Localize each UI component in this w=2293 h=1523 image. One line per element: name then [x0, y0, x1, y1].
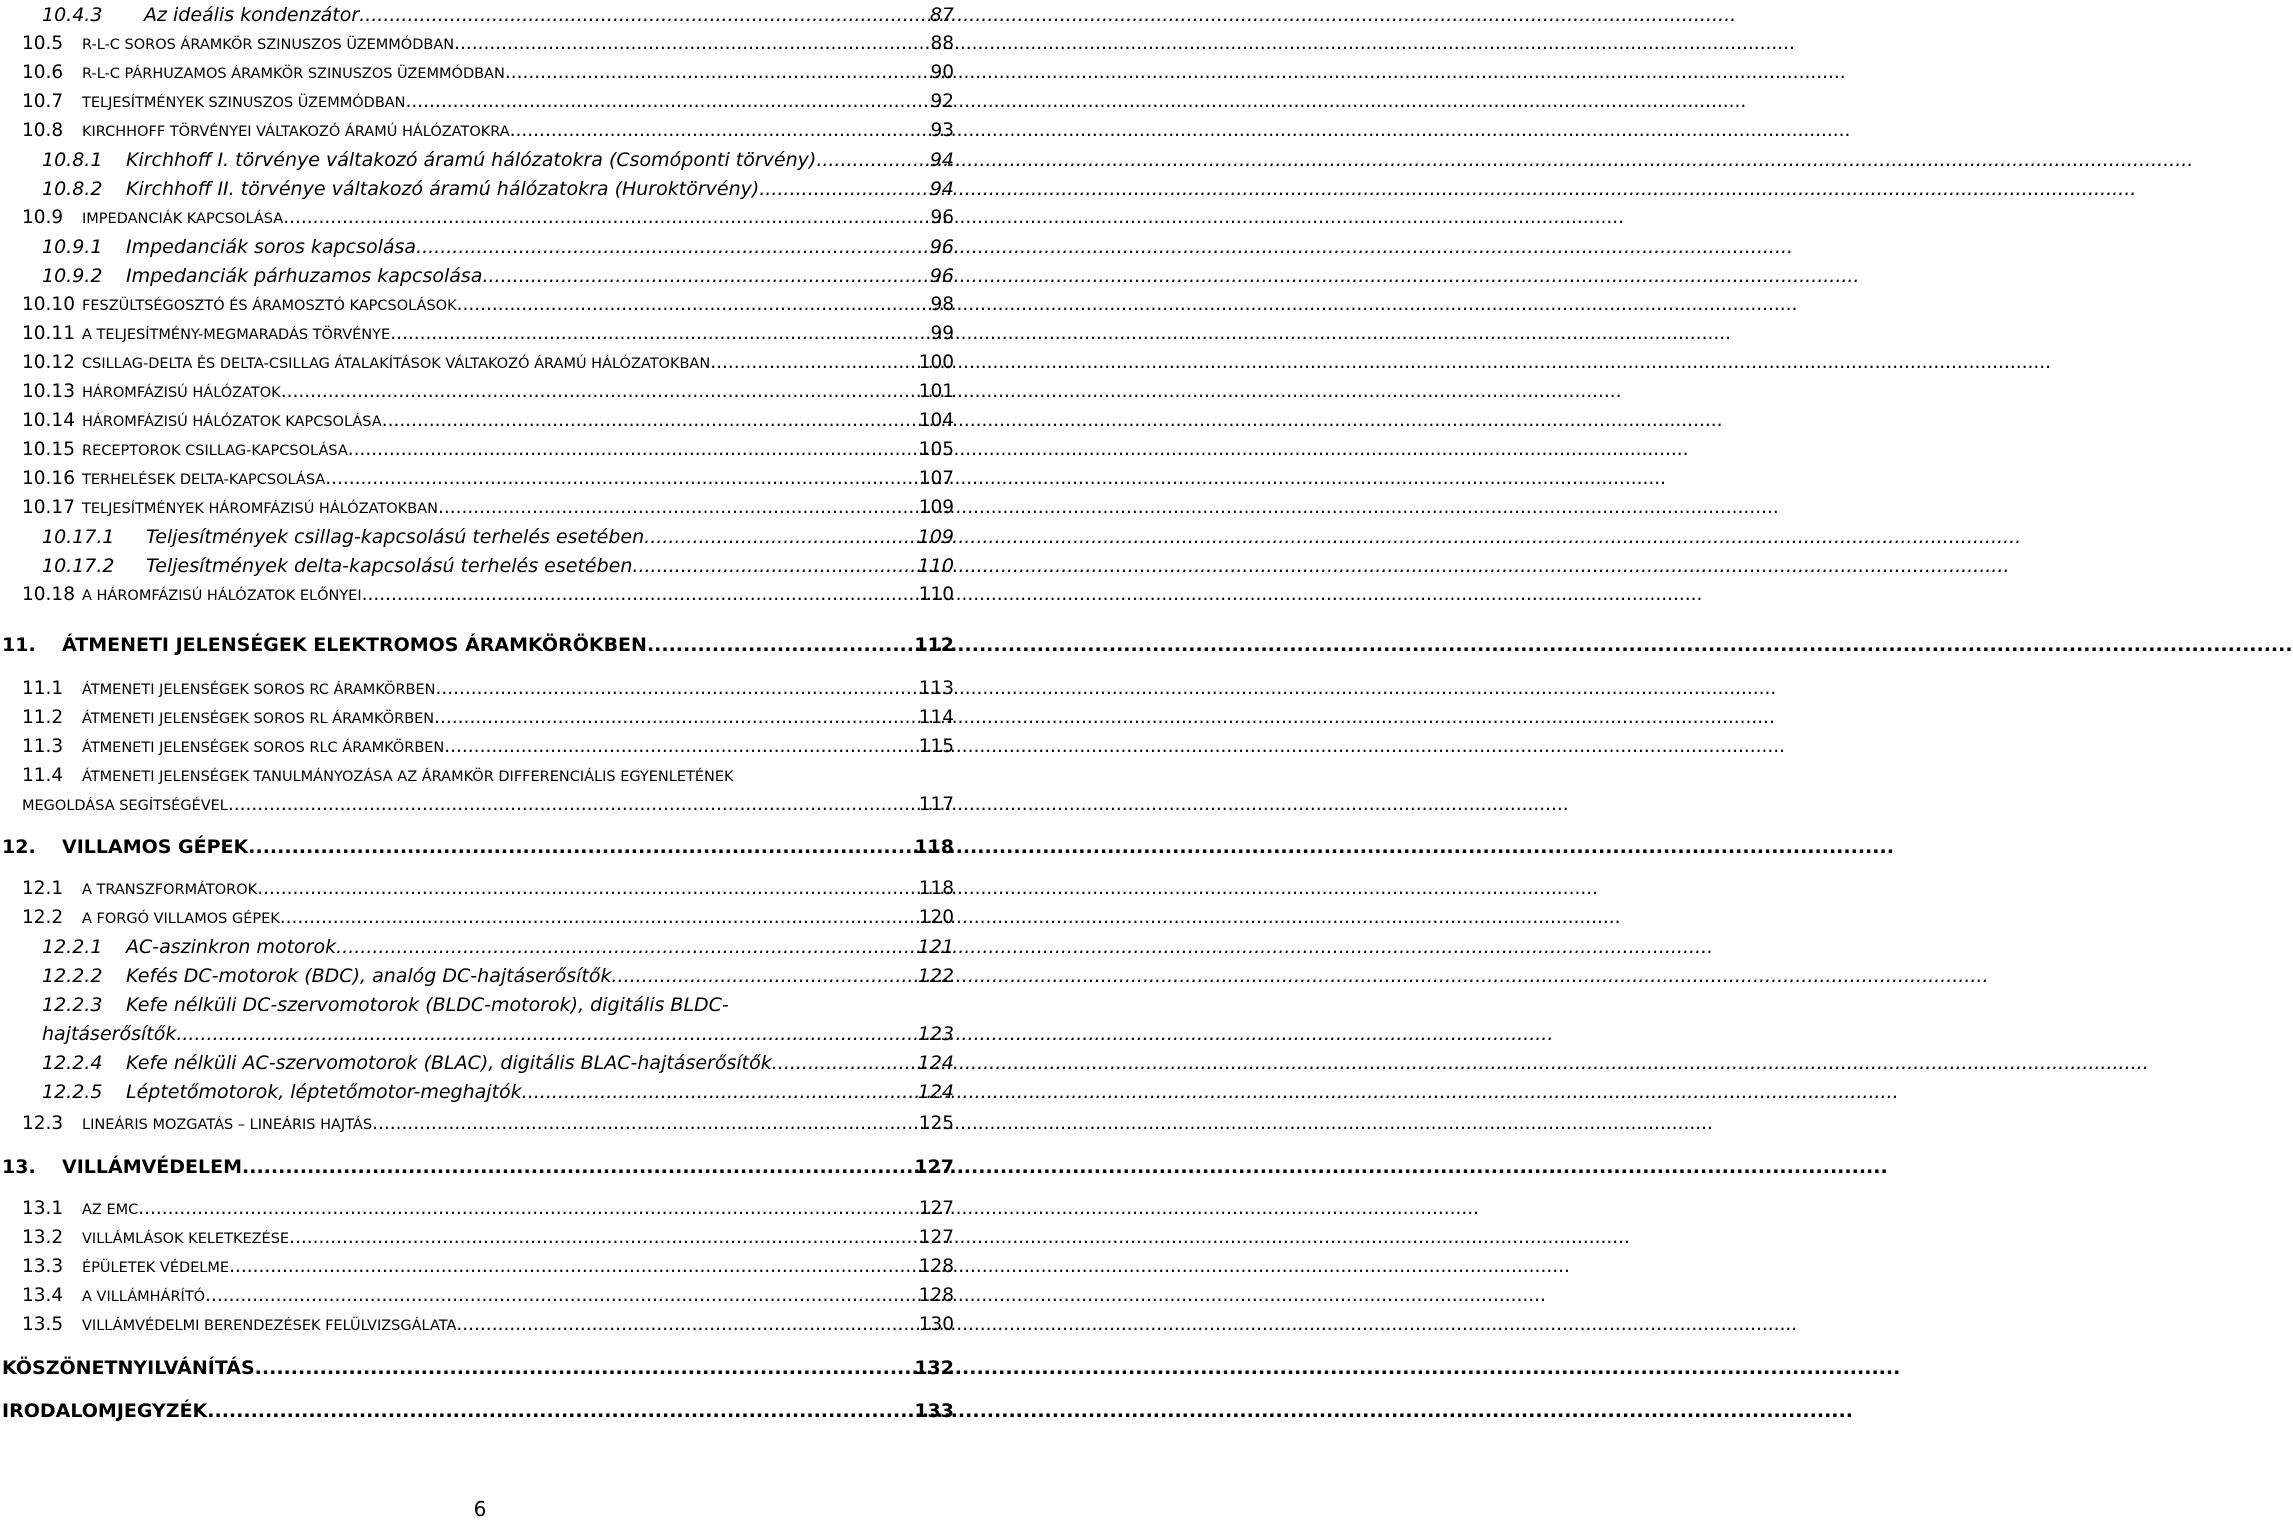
toc-leader-dots: [325, 464, 918, 494]
toc-entry[interactable]: [42, 261, 954, 291]
toc-entry[interactable]: [22, 87, 954, 117]
toc-entry-page: 128: [918, 1285, 954, 1306]
toc-leader-dots: [457, 290, 931, 320]
toc-leader-dots: [382, 406, 919, 436]
toc-entry-page: 110: [917, 555, 954, 577]
toc-entry-number: 11.1: [22, 678, 64, 699]
toc-entry-title: KIRCHHOFF TÖRVÉNYEI VÁLTAKOZÓ ÁRAMÚ HÁLÓZATOKRA: [82, 124, 510, 140]
toc-entry[interactable]: [22, 1223, 954, 1253]
toc-leader-dots: [242, 1152, 914, 1182]
toc-entry-page: 127: [914, 1156, 954, 1178]
toc-leader-dots: [759, 174, 930, 204]
toc-entry-line2[interactable]: [42, 1019, 954, 1049]
toc-entry-number: 10.12: [22, 352, 75, 373]
toc-entry-title: IRODALOMJEGYZÉK: [2, 1400, 208, 1422]
toc-chapter[interactable]: [2, 1396, 954, 1426]
toc-entry-number: 10.15: [22, 439, 75, 460]
toc-entry-number: 13.: [2, 1156, 36, 1178]
toc-entry-title: Teljesítmények csillag-kapcsolású terhelés esetében: [146, 526, 645, 548]
toc-entry-title: Teljesítmények delta-kapcsolású terhelés esetében: [146, 555, 633, 577]
toc-leader-dots: [522, 1077, 918, 1107]
toc-entry-page: 94: [929, 178, 954, 200]
toc-entry-line2[interactable]: [22, 790, 954, 820]
toc-entry-page: 90: [930, 62, 954, 83]
toc-leader-dots: [444, 732, 918, 762]
toc-entry-title: A TRANSZFORMÁTOROK: [82, 882, 258, 898]
toc-entry[interactable]: [42, 0, 954, 30]
toc-entry-title: A FORGÓ VILLAMOS GÉPEK: [82, 911, 280, 927]
toc-leader-dots: [632, 551, 917, 581]
toc-entry-number: 11.4: [22, 765, 64, 786]
toc-entry[interactable]: [42, 932, 954, 962]
toc-leader-dots: [510, 116, 931, 146]
toc-chapter[interactable]: [2, 1152, 954, 1182]
toc-leader-dots: [348, 435, 919, 465]
toc-entry-number: 10.17.1: [42, 526, 115, 548]
toc-leader-dots: [257, 874, 919, 904]
toc-entry-title: HÁROMFÁZISÚ HÁLÓZATOK KAPCSOLÁSA: [82, 414, 382, 430]
toc-entry[interactable]: [42, 232, 954, 262]
toc-leader-dots: [816, 145, 930, 175]
toc-entry-title: Kefe nélküli DC-szervomotorok (BLDC-motorok), digitális BLDC-: [126, 994, 729, 1016]
toc-entry-title: R-L-C SOROS ÁRAMKÖR SZINUSZOS ÜZEMMÓDBAN: [82, 37, 455, 53]
toc-entry-line1[interactable]: [22, 761, 954, 791]
toc-entry-page: 92: [930, 91, 954, 112]
toc-entry-page: 118: [918, 878, 954, 899]
toc-entry-page: 87: [929, 4, 954, 26]
toc-leader-dots: [138, 1194, 918, 1224]
toc-entry-number: 13.3: [22, 1256, 64, 1277]
toc-leader-dots: [416, 232, 930, 262]
toc-entry-page: 113: [918, 678, 954, 699]
toc-entry[interactable]: [22, 116, 954, 146]
toc-entry-number: 10.9.2: [42, 265, 103, 287]
toc-leader-dots: [359, 0, 930, 30]
toc-leader-dots: [372, 1109, 919, 1139]
toc-entry-number: 13.5: [22, 1314, 64, 1335]
toc-leader-dots: [248, 832, 914, 862]
toc-entry-number: 10.11: [22, 323, 75, 344]
toc-entry-number: 12.2.3: [42, 994, 103, 1016]
toc-entry-page: 124: [917, 1081, 954, 1103]
toc-entry-title: Kirchhoff I. törvénye váltakozó áramú hálózatokra (Csomóponti törvény): [126, 149, 817, 171]
toc-leader-dots: [406, 87, 931, 117]
toc-entry-number: 10.9: [22, 207, 64, 228]
toc-entry-title: HÁROMFÁZISÚ HÁLÓZATOK: [82, 385, 281, 401]
toc-entry-number: 10.8: [22, 120, 64, 141]
toc-chapter[interactable]: [2, 630, 954, 660]
toc-entry-page: 130: [918, 1314, 954, 1335]
toc-entry-title: KÖSZÖNETNYILVÁNÍTÁS: [2, 1357, 255, 1379]
toc-entry[interactable]: [22, 580, 954, 610]
toc-leader-dots: [435, 674, 918, 704]
toc-entry-title-continued: MEGOLDÁSA SEGÍTSÉGÉVEL: [22, 798, 228, 814]
toc-entry[interactable]: [22, 377, 954, 407]
toc-entry-page: 100: [918, 352, 954, 373]
toc-entry-title: ÁTMENETI JELENSÉGEK ELEKTROMOS ÁRAMKÖRÖKBEN: [62, 634, 647, 656]
toc-entry-number: 10.5: [22, 33, 64, 54]
toc-leader-dots: [289, 1223, 919, 1253]
toc-entry[interactable]: [42, 551, 954, 581]
toc-chapter[interactable]: [2, 832, 954, 862]
toc-entry-number: 10.18: [22, 584, 75, 605]
toc-entry[interactable]: [22, 290, 954, 320]
toc-entry-number: 11.2: [22, 707, 64, 728]
toc-entry-number: 10.16: [22, 468, 75, 489]
toc-leader-dots: [710, 348, 918, 378]
toc-entry[interactable]: [22, 732, 954, 762]
toc-entry-number: 10.4.3: [42, 4, 103, 26]
toc-entry-page: 127: [918, 1227, 954, 1248]
toc-leader-dots: [281, 377, 919, 407]
toc-chapter[interactable]: [2, 1353, 954, 1383]
toc-entry-page: 120: [918, 907, 954, 928]
toc-entry-number: 12.1: [22, 878, 64, 899]
toc-entry-title: Kefés DC-motorok (BDC), analóg DC-hajtáserősítők: [126, 965, 612, 987]
toc-leader-dots: [280, 903, 919, 933]
toc-leader-dots: [482, 261, 929, 291]
toc-entry-title: A VILLÁMHÁRÍTÓ: [82, 1289, 206, 1305]
toc-entry-number: 10.8.2: [42, 178, 103, 200]
toc-entry-number: 12.2.4: [42, 1052, 103, 1074]
toc-entry[interactable]: [22, 1281, 954, 1311]
toc-entry-number: 13.4: [22, 1285, 64, 1306]
toc-entry-title: A HÁROMFÁZISÚ HÁLÓZATOK ELŐNYEI: [82, 588, 362, 604]
toc-entry[interactable]: [22, 1310, 954, 1340]
toc-entry-title: TELJESÍTMÉNYEK SZINUSZOS ÜZEMMÓDBAN: [82, 95, 406, 111]
toc-entry-title: IMPEDANCIÁK KAPCSOLÁSA: [82, 211, 284, 227]
toc-entry-number: 12.2: [22, 907, 64, 928]
toc-entry-title: LINEÁRIS MOZGATÁS – LINEÁRIS HAJTÁS: [82, 1117, 373, 1133]
toc-entry-page: 109: [918, 497, 954, 518]
toc-leader-dots: [205, 1281, 919, 1311]
toc-entry[interactable]: [22, 1252, 954, 1282]
toc-leader-dots: [772, 1048, 918, 1078]
toc-entry-page: 132: [914, 1357, 954, 1379]
toc-entry-number: 13.2: [22, 1227, 64, 1248]
toc-entry-number: 10.17.2: [42, 555, 115, 577]
toc-entry-title: AZ EMC: [82, 1202, 139, 1218]
toc-entry[interactable]: [42, 1077, 954, 1107]
toc-entry-title: Kirchhoff II. törvénye váltakozó áramú hálózatokra (Huroktörvény): [126, 178, 760, 200]
toc-entry-page: 88: [930, 33, 954, 54]
toc-entry-page: 117: [918, 794, 954, 815]
toc-entry-number: 12.: [2, 836, 36, 858]
toc-leader-dots: [255, 1353, 915, 1383]
toc-entry-page: 124: [917, 1052, 954, 1074]
toc-leader-dots: [229, 1252, 919, 1282]
toc-entry-page: 107: [918, 468, 954, 489]
toc-entry-page: 93: [930, 120, 954, 141]
toc-entry[interactable]: [22, 319, 954, 349]
toc-leader-dots: [390, 319, 930, 349]
toc-entry-page: 118: [914, 836, 954, 858]
toc-entry-title: AC-aszinkron motorok: [126, 936, 337, 958]
toc-entry-number: 10.7: [22, 91, 64, 112]
toc-entry-number: 12.2.2: [42, 965, 103, 987]
toc-entry-number: 10.6: [22, 62, 64, 83]
toc-entry-page: 101: [918, 381, 954, 402]
toc-leader-dots: [434, 703, 919, 733]
toc-entry[interactable]: [22, 348, 954, 378]
toc-entry-page: 122: [917, 965, 954, 987]
toc-entry[interactable]: [22, 435, 954, 465]
toc-entry-page: 127: [918, 1198, 954, 1219]
toc-entry-title: A TELJESÍTMÉNY-MEGMARADÁS TÖRVÉNYE: [82, 327, 391, 343]
toc-entry[interactable]: [22, 1109, 954, 1139]
toc-entry-title: VILLÁMLÁSOK KELETKEZÉSE: [82, 1231, 290, 1247]
toc-entry-number: 12.2.5: [42, 1081, 103, 1103]
toc-entry-number: 10.17: [22, 497, 75, 518]
toc-leader-dots: [438, 493, 919, 523]
page-number: 6: [473, 1497, 487, 1521]
toc-entry[interactable]: [22, 874, 954, 904]
toc-entry-title: R-L-C PÁRHUZAMOS ÁRAMKÖR SZINUSZOS ÜZEMMÓDBAN: [82, 66, 505, 82]
toc-entry[interactable]: [22, 674, 954, 704]
toc-entry-page: 94: [929, 149, 954, 171]
toc-entry-title: ÁTMENETI JELENSÉGEK TANULMÁNYOZÁSA AZ ÁRAMKÖR DIFFERENCIÁLIS EGYENLETÉNEK: [82, 769, 734, 785]
toc-leader-dots: [647, 630, 914, 660]
toc-leader-dots: [456, 1310, 918, 1340]
toc-entry-number: 10.14: [22, 410, 75, 431]
toc-entry[interactable]: [42, 174, 954, 204]
toc-entry-number: 10.8.1: [42, 149, 103, 171]
toc-entry-title: TELJESÍTMÉNYEK HÁROMFÁZISÚ HÁLÓZATOKBAN: [82, 501, 438, 517]
toc-leader-dots: [611, 961, 917, 991]
toc-entry-page: 110: [918, 584, 954, 605]
toc-entry-title: CSILLAG-DELTA ÉS DELTA-CSILLAG ÁTALAKÍTÁSOK VÁLTAKOZÓ ÁRAMÚ HÁLÓZATOKBAN: [82, 356, 711, 372]
toc-leader-dots: [644, 522, 918, 552]
toc-entry-number: 11.: [2, 634, 36, 656]
toc-entry-title: VILLÁMVÉDELEM: [62, 1156, 243, 1178]
toc-entry-number: 10.10: [22, 294, 75, 315]
toc-entry-title: FESZÜLTSÉGOSZTÓ ÉS ÁRAMOSZTÓ KAPCSOLÁSOK: [82, 298, 457, 314]
toc-entry[interactable]: [42, 961, 954, 991]
toc-entry-page: 99: [930, 323, 954, 344]
toc-leader-dots: [454, 29, 930, 59]
toc-entry-number: 12.3: [22, 1113, 64, 1134]
toc-entry-page: 109: [917, 526, 954, 548]
toc-entry[interactable]: [22, 1194, 954, 1224]
toc-entry-number: 13.1: [22, 1198, 64, 1219]
toc-entry-page: 96: [930, 207, 954, 228]
toc-entry-title: VILLAMOS GÉPEK: [62, 836, 249, 858]
toc-leader-dots: [505, 58, 931, 88]
toc-entry-page: 123: [917, 1023, 954, 1045]
toc-entry[interactable]: [42, 145, 954, 175]
toc-entry-title: TERHELÉSEK DELTA-KAPCSOLÁSA: [82, 472, 326, 488]
toc-entry-title: ÁTMENETI JELENSÉGEK SOROS RC ÁRAMKÖRBEN: [82, 682, 436, 698]
toc-leader-dots: [362, 580, 919, 610]
toc-entry-page: 98: [930, 294, 954, 315]
toc-entry[interactable]: [22, 703, 954, 733]
toc-entry-title: Impedanciák soros kapcsolása: [126, 236, 417, 258]
toc-entry[interactable]: [22, 493, 954, 523]
toc-entry-page: 112: [914, 634, 954, 656]
toc-entry-page: 115: [918, 736, 954, 757]
toc-entry-title-continued: hajtáserősítők: [42, 1023, 177, 1045]
toc-entry-title: Impedanciák párhuzamos kapcsolása: [126, 265, 483, 287]
toc-leader-dots: [176, 1019, 917, 1049]
toc-entry[interactable]: [22, 203, 954, 233]
toc-entry-page: 133: [914, 1400, 954, 1422]
toc-entry-title: ÁTMENETI JELENSÉGEK SOROS RLC ÁRAMKÖRBEN: [82, 740, 445, 756]
toc-entry-page: 125: [918, 1113, 954, 1134]
toc-entry[interactable]: [22, 464, 954, 494]
toc-entry-title: ÁTMENETI JELENSÉGEK SOROS RL ÁRAMKÖRBEN: [82, 711, 435, 727]
toc-entry-title: VILLÁMVÉDELMI BERENDEZÉSEK FELÜLVIZSGÁLATA: [82, 1318, 457, 1334]
toc-entry[interactable]: [22, 903, 954, 933]
toc-entry-title: Az ideális kondenzátor: [144, 4, 360, 26]
toc-entry-page: 96: [929, 265, 954, 287]
toc-entry-page: 105: [918, 439, 954, 460]
toc-entry-number: 12.2.1: [42, 936, 103, 958]
toc-leader-dots: [283, 203, 930, 233]
toc-entry-title: Léptetőmotorok, léptetőmotor-meghajtók: [126, 1081, 522, 1103]
toc-entry-title: Kefe nélküli AC-szervomotorok (BLAC), digitális BLAC-hajtáserősítők: [126, 1052, 772, 1074]
toc-leader-dots: [207, 1396, 914, 1426]
toc-entry-title: RECEPTOROK CSILLAG-KAPCSOLÁSA: [82, 443, 348, 459]
toc-leader-dots: [336, 932, 918, 962]
toc-entry-line1[interactable]: [42, 990, 954, 1020]
toc-entry-number: 10.9.1: [42, 236, 103, 258]
toc-entry[interactable]: [22, 406, 954, 436]
toc-entry-page: 121: [917, 936, 954, 958]
toc-entry-page: 96: [929, 236, 954, 258]
toc-entry-title: ÉPÜLETEK VÉDELME: [82, 1260, 230, 1276]
toc-entry[interactable]: [22, 29, 954, 59]
toc-leader-dots: [228, 790, 919, 820]
toc-entry-number: 10.13: [22, 381, 75, 402]
toc-entry-number: 11.3: [22, 736, 64, 757]
toc-entry[interactable]: [22, 58, 954, 88]
toc-entry-page: 114: [918, 707, 954, 728]
toc-entry[interactable]: [42, 1048, 954, 1078]
toc-entry-page: 128: [918, 1256, 954, 1277]
toc-entry-page: 104: [918, 410, 954, 431]
toc-entry[interactable]: [42, 522, 954, 552]
